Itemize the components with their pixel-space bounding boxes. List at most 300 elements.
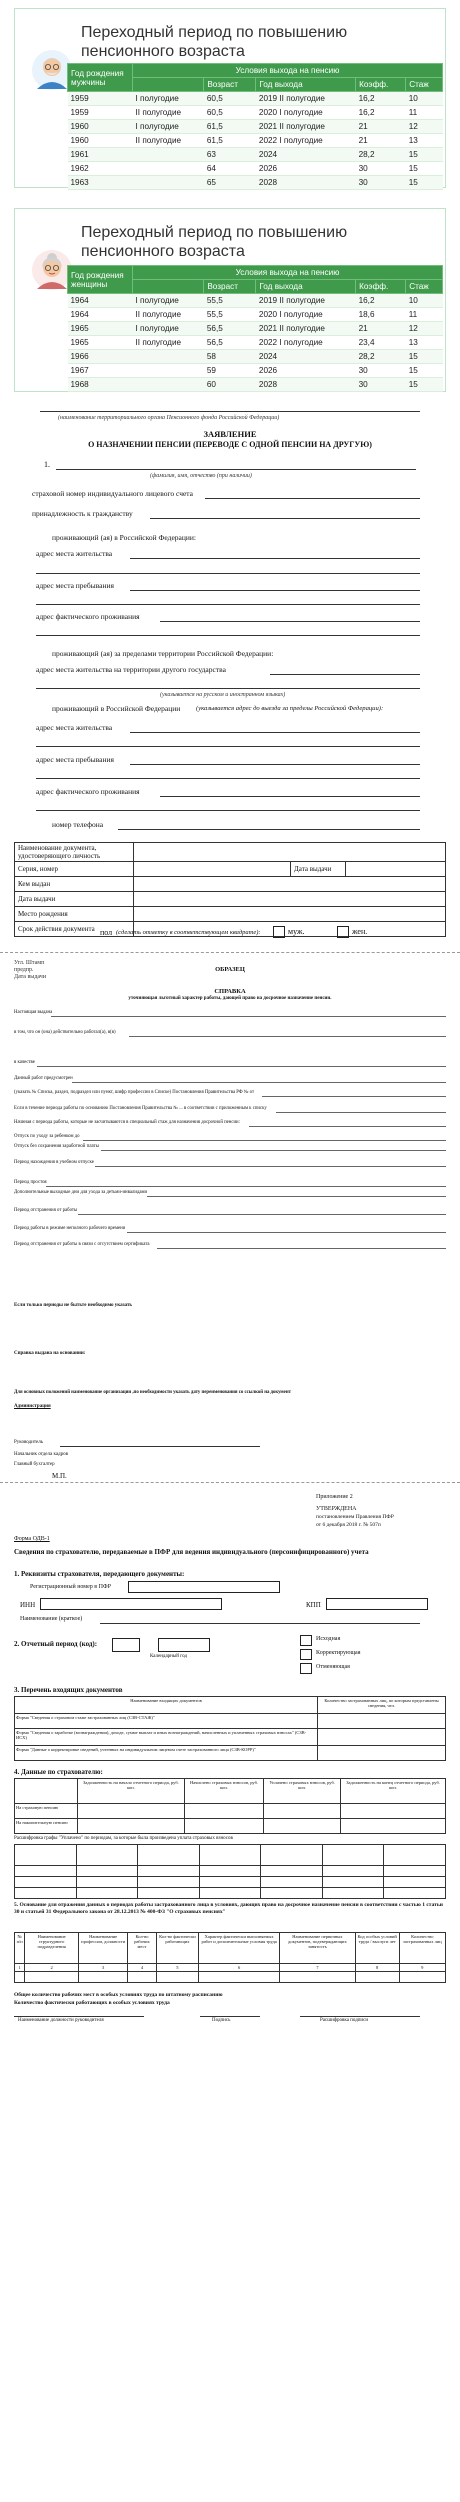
cell-year: 1959 [68,92,133,106]
certificate-fill-line[interactable] [37,1066,446,1067]
cell-half: I полугодие [133,92,204,106]
inn-label: ИНН [20,1601,36,1609]
addr-res-label: адрес места жительства [36,549,113,558]
section-2: 2. Отчетный период (код): [14,1640,98,1648]
s4-col-1: Задолженность на начало отчетного периода, руб. коп. [78,1779,185,1804]
cell-half: II полугодие [133,336,204,350]
cell-coef: 30 [356,364,406,378]
doc-szv-ish: Форма "Сведения о заработке (вознаграждении), доходе, сумме выплат и иных вознаграждений, начисленных и уплаченных страховых взносах" (СЗВ-ИСХ) [15,1729,318,1746]
cell-coef: 30 [356,176,406,190]
certificate-line: Период нахождения в учебном отпуске [14,1160,94,1165]
addr-fact2-line[interactable] [160,796,420,797]
table-row [68,106,443,120]
men-table [67,63,443,190]
addr-foreign-line-2[interactable] [36,688,420,689]
fio-hint: (фамилия, имя, отчество (при наличии) [150,473,252,479]
sources-label: Справка выдана на основании: [14,1351,86,1356]
form-code: Форма ОДВ-1 [14,1536,50,1542]
total-working: Количество фактически работающих в особых условиях труда [14,2000,170,2006]
transition-card-women [14,208,446,392]
cell-age: 58 [204,350,256,364]
cell-year: 1961 [68,148,133,162]
certificate-line: Дополнительные выходные дни для ухода за детьми-инвалидами [14,1190,148,1195]
certificate-fill-line[interactable] [46,1186,446,1187]
s5-header: Кол-во рабочих мест [128,1933,156,1964]
men-table-body [68,92,443,190]
s5-cell[interactable] [128,1972,156,1983]
cell-stage: 11 [406,308,443,322]
year-field[interactable] [158,1638,210,1652]
cell-stage: 13 [406,336,443,350]
cell-year: 1960 [68,134,133,148]
addr-res2-line[interactable] [130,732,420,733]
cell-coef: 23,4 [356,336,406,350]
certificate-line: Период работы в режиме неполного рабочего времени [14,1226,126,1231]
addr-stay2-line-2[interactable] [36,778,420,779]
snils-line[interactable] [205,498,420,499]
cell-coef: 28,2 [356,148,406,162]
addr-foreign-line[interactable] [270,674,420,675]
certificate-fill-line[interactable] [72,1082,447,1083]
cell-stage: 12 [406,322,443,336]
preferential-work-certificate [0,958,460,1478]
s4-row-2: На накопительную пенсию [15,1819,78,1834]
certificate-line: Период отстранения от работы [14,1208,78,1213]
separator [0,952,460,953]
certificate-fill-line[interactable] [95,1166,447,1167]
total-places: Общее количество рабочих мест в особых условиях труда по штатному расписанию [14,1992,223,1998]
women-table [67,265,443,392]
type-corrective-label: Корректирующая [316,1650,361,1656]
type-original-checkbox[interactable] [300,1635,312,1646]
sign-hint: Для основных положений наименование организации ,по необходимости указать дату переименования со ссылкой на документ [14,1390,291,1395]
s4-col-3: Уплачено страховых взносов, руб. коп. [264,1779,341,1804]
cell-stage: 15 [406,378,443,392]
s5-col-number: 4 [128,1964,156,1972]
s5-cell[interactable] [399,1972,445,1983]
cell-coef: 16,2 [356,92,406,106]
certificate-line: Начиная с периода работы, которые не засчитываются в специальный стаж для назначения досрочной пенсии: [14,1120,240,1125]
cell-stage: 15 [406,350,443,364]
citizenship-line[interactable] [150,518,420,519]
addr-res-line-2[interactable] [36,573,420,574]
certificate-line: Отпуск по уходу за ребенком до [14,1134,80,1139]
cell-half: I полугодие [133,294,204,308]
cell-stage: 10 [406,294,443,308]
addr-res2-label: адрес места жительства [36,723,113,732]
citizenship-label: принадлежность к гражданству [32,509,133,518]
cell-stage: 15 [406,176,443,190]
s5-header: Наименование профессии, должности [79,1933,128,1964]
s4-row-1: На страховую пенсию [15,1804,78,1819]
conclusion-note: Если только периоды не бытьте необходимо указать [14,1303,133,1308]
id-date-value[interactable] [134,892,446,907]
addr-res2-line-2[interactable] [36,746,420,747]
id-doc-name: Наименование документа, удостоверяющего личность [15,843,134,862]
th-cond: Условия выхода на пенсию [133,64,443,78]
s5-col-number: 6 [199,1964,280,1972]
special-conditions-table [14,1932,446,1983]
th-stage: Стаж [406,280,443,294]
certificate-line: (указать № Списка, раздел, подраздел или пункт, шифр профессии в Списке) Постановления Правительства РФ № от [14,1090,255,1095]
s5-cell[interactable] [280,1972,356,1983]
addr-fact2-label: адрес фактического проживания [36,787,140,796]
cell-half [133,378,204,392]
id-issued-by: Кем выдан [15,877,134,892]
s4-cell[interactable] [341,1804,446,1819]
cell-age: 56,5 [204,322,256,336]
id-validity: Срок действия документа [15,922,134,937]
cell-coef: 18,6 [356,308,406,322]
period-code-field[interactable] [112,1638,140,1652]
certificate-fill-line[interactable] [83,1140,446,1141]
sex-label: пол [100,928,113,937]
cell-age: 60,5 [204,106,256,120]
seal-mark: М.П. [52,1472,67,1480]
cell-stage: 10 [406,92,443,106]
s5-col-number: 3 [79,1964,128,1972]
cell-age: 64 [204,162,256,176]
certificate-line: Если в течение периода работы по основанию Постановления Правительства № ... в соответствии с приложенным к списку [14,1106,267,1111]
s5-header: № п/п [15,1933,25,1964]
cell-coef: 30 [356,378,406,392]
fio-line[interactable] [56,469,416,470]
cell-year: 1959 [68,106,133,120]
male-checkbox[interactable] [273,926,285,938]
certificate-line: Отпуск без сохранения заработной платы [14,1144,99,1149]
phone-line[interactable] [118,829,420,830]
separator [0,1482,460,1483]
certificate-line: Период отстранения от работы в связи с отсутствием сертификата [14,1242,150,1247]
s4-cell[interactable] [264,1804,341,1819]
th-age: Возраст [204,78,256,92]
th-exit: Год выхода [256,280,356,294]
decree-label: постановлением Правления ПФР [316,1514,394,1520]
s4-col-2: Начислено страховых взносов, руб. коп. [184,1779,263,1804]
sex-hint: (сделать отметку в соответствующем квадрате): [116,929,261,936]
addr-stay-line[interactable] [130,590,420,591]
cell-coef: 16,2 [356,294,406,308]
annex-label: Приложение 2 [316,1494,353,1500]
s4-col-4: Задолженность на конец отчетного периода, руб. коп. [341,1779,446,1804]
certificate-fill-line[interactable] [51,1016,446,1017]
table-row [68,134,443,148]
qty-2[interactable] [318,1729,446,1746]
id-doc-name-value[interactable] [134,843,446,862]
table-row [68,336,443,350]
s5-col-number: 1 [15,1964,25,1972]
sign-line[interactable] [200,2016,260,2017]
cell-year: 1965 [68,336,133,350]
cell-coef: 30 [356,162,406,176]
certificate-fill-line[interactable] [127,1232,446,1233]
s5-col-number: 7 [280,1964,356,1972]
cell-age: 63 [204,148,256,162]
certificate-fill-line[interactable] [249,1126,446,1127]
cell-year: 1967 [68,364,133,378]
table-row [68,294,443,308]
addr-stay2-line[interactable] [130,764,420,765]
s4-cell[interactable] [184,1804,263,1819]
s5-cell[interactable] [199,1972,280,1983]
female-label: жен. [352,927,368,936]
inn-field[interactable] [40,1598,222,1610]
live-abroad-label: проживающий (ая) за пределами территории Российской Федерации: [52,649,274,658]
reg-number-field[interactable] [128,1581,280,1593]
type-original-label: Исходная [316,1636,341,1642]
lang-hint: (указывается на русском и иностранном языках) [160,692,286,698]
cell-exit: 2020 I полугодие [256,106,356,120]
certificate-fill-line[interactable] [78,1214,446,1215]
cell-coef: 21 [356,322,406,336]
cell-exit: 2028 [256,176,356,190]
id-series: Серия, номер [15,862,134,877]
cell-coef: 28,2 [356,350,406,364]
cell-exit: 2020 I полугодие [256,308,356,322]
s4-cell[interactable] [341,1819,446,1834]
live-ru2-label: проживающий в Российской Федерации [52,704,181,713]
s5-cell[interactable] [79,1972,128,1983]
female-checkbox[interactable] [337,926,349,938]
sign-position-line[interactable] [14,2016,144,2017]
sign-label: Подпись [212,2018,231,2023]
kpp-label: КПП [306,1601,321,1609]
cell-stage: 12 [406,120,443,134]
addr-fact-line-2[interactable] [36,635,420,636]
odv1-form [0,1486,460,2496]
th-year: Год рождения мужчины [68,64,133,92]
cell-year: 1963 [68,176,133,190]
s5-header: Наименование первичных документов, подтверждающих занятость [280,1933,356,1964]
cell-age: 60 [204,378,256,392]
section-1: 1. Реквизиты страхователя, передающего документы: [14,1570,185,1578]
sample-mark: ОБРАЗЕЦ [215,966,245,973]
odv-title: Сведения по страхователю, передаваемые в ПФР для ведения индивидуального (персонифицированного) учета [14,1548,369,1556]
cell-exit: 2028 [256,378,356,392]
cell-year: 1964 [68,308,133,322]
admin-label: Администрация [14,1404,51,1409]
qty-3[interactable] [318,1746,446,1761]
year-label: Календарный год [150,1654,187,1659]
live-ru-label: проживающий (ая) в Российской Федерации: [52,533,196,542]
s4-cell[interactable] [78,1804,185,1819]
cell-year: 1966 [68,350,133,364]
qty-col: Количество застрахованных лиц, по которым представлены сведения, чел. [318,1697,446,1714]
kpp-field[interactable] [326,1598,428,1610]
cell-exit: 2021 II полугодие [256,322,356,336]
th-exit: Год выхода [256,78,356,92]
item-number: 1. [44,460,50,469]
addr-res-line[interactable] [130,558,420,559]
id-birthplace: Место рождения [15,907,134,922]
addr-fact2-line-2[interactable] [36,810,420,811]
org-line [40,411,420,412]
cell-year: 1968 [68,378,133,392]
s5-col-number: 2 [25,1964,79,1972]
live-ru2-hint: (указывается адрес до выезда за пределы Российской Федерации): [196,705,384,712]
cell-exit: 2024 [256,148,356,162]
cell-exit: 2019 II полугодие [256,294,356,308]
cell-half: II полугодие [133,308,204,322]
th-age: Возраст [204,280,256,294]
s5-header: Количество застрахованных лиц [399,1933,445,1964]
table-row [68,308,443,322]
s5-header: Наименование структурного подразделения [25,1933,79,1964]
certificate-title: СПРАВКА [214,988,246,995]
s4-corner [15,1779,78,1804]
input-docs-table [14,1696,446,1761]
s5-header: Характер фактически выполняемых работ и дополнительные условия труда [199,1933,280,1964]
doc-col: Наименование входящих документов [15,1697,318,1714]
th-half [133,78,204,92]
qty-1[interactable] [318,1714,446,1729]
s5-col-number: 9 [399,1964,445,1972]
card-title: Переходный период по повышению пенсионного возраста [81,24,348,60]
s5-header: Кол-во фактически работающих [156,1933,198,1964]
director-label: Руководитель [14,1440,44,1445]
cell-half [133,364,204,378]
certificate-fill-line[interactable] [276,1112,446,1113]
id-birthplace-value[interactable] [134,907,446,922]
cell-exit: 2026 [256,364,356,378]
table-row [68,148,443,162]
s4-cell[interactable] [184,1819,263,1834]
cell-half [133,162,204,176]
th-half [133,280,204,294]
payment-breakdown-table [14,1844,446,1899]
id-issued-by-value[interactable] [134,877,446,892]
cell-exit: 2022 I полугодие [256,134,356,148]
s5-col-number: 5 [156,1964,198,1972]
certificate-line: Данный работ предусмотрен [14,1076,73,1081]
addr-fact-label: адрес фактического проживания [36,612,140,621]
type-corrective-checkbox[interactable] [300,1649,312,1660]
sign-name-line[interactable] [300,2016,420,2017]
table-row [68,350,443,364]
type-cancel-label: Отменяющая [316,1664,350,1670]
cell-exit: 2019 II полугодие [256,92,356,106]
cell-half [133,148,204,162]
id-series-value[interactable] [134,862,291,877]
cell-stage: 15 [406,162,443,176]
cell-stage: 13 [406,134,443,148]
table-row [68,176,443,190]
name-line[interactable] [100,1623,420,1624]
cell-stage: 15 [406,148,443,162]
type-cancel-checkbox[interactable] [300,1663,312,1674]
addr-stay-line-2[interactable] [36,604,420,605]
sign-name-label: Расшифровка подписи [320,2018,368,2023]
s5-cell[interactable] [15,1972,25,1983]
approved-label: УТВЕРЖДЕНА [316,1506,357,1512]
cell-half: II полугодие [133,106,204,120]
certificate-fill-line[interactable] [101,1150,446,1151]
snils-label: страховой номер индивидуального лицевого счета [32,489,193,498]
cell-age: 60,5 [204,92,256,106]
cell-age: 59 [204,364,256,378]
th-coef: Коэфф. [356,280,406,294]
cell-coef: 21 [356,134,406,148]
section-3: 3. Перечень входящих документов [14,1686,123,1694]
cell-half: I полугодие [133,120,204,134]
cell-age: 65 [204,176,256,190]
cell-coef: 21 [356,120,406,134]
cell-half [133,350,204,364]
cell-age: 56,5 [204,336,256,350]
table-row [68,364,443,378]
certificate-line: Период простоя [14,1180,47,1185]
th-year: Год рождения женщины [68,266,133,294]
addr-foreign-label: адрес места жительства на территории другого государства [36,665,226,674]
reg-label: Регистрационный номер в ПФР [30,1584,111,1590]
s4-cell[interactable] [264,1819,341,1834]
certificate-fill-line[interactable] [129,1036,446,1037]
cell-stage: 11 [406,106,443,120]
s5-cell[interactable] [355,1972,399,1983]
th-coef: Коэфф. [356,78,406,92]
id-issue-date-label: Дата выдачи [291,862,346,877]
transition-card-men [14,8,446,188]
s4-note: Расшифровка графы "Уплачено" по периодам, за которые была произведена уплата страховых взносов [14,1836,233,1841]
male-label: муж. [288,927,305,936]
personnel-label: Начальник отдела кадров [14,1452,68,1457]
section-5: 5. Основание для отражения данных о периодах работы застрахованного лица в условиях, дающих право на досрочное назначение пенсии в соответствии с частью 1 статьи 30 и статьей 31 Федерального закона от 28.12.2013 № 400-ФЗ "О страховых пенсиях" [14,1902,443,1915]
doc-szv-stazh: Форма "Сведения о страховом стаже застрахованных лиц (СЗВ-СТАЖ)" [15,1714,318,1729]
corner-stamp: Угл. Штамп предпр. Дата выдачи [14,960,47,980]
cell-exit: 2024 [256,350,356,364]
cell-age: 61,5 [204,120,256,134]
s5-cell[interactable] [25,1972,79,1983]
addr-stay-label: адрес места пребывания [36,581,114,590]
certificate-fill-line[interactable] [262,1096,446,1097]
certificate-line: в качестве [14,1060,35,1065]
certificate-subtitle: уточняющая льготный характер работы, дающей право на досрочное назначение пенсии. [128,996,332,1001]
id-document-table [14,842,446,937]
cell-coef: 16,2 [356,106,406,120]
insurer-data-table [14,1778,446,1834]
card-title: Переходный период по повышению пенсионного возраста [81,224,348,260]
cell-half [133,176,204,190]
section-4: 4. Данные по страхователю: [14,1768,103,1776]
id-date: Дата выдачи [15,892,134,907]
addr-fact-line[interactable] [160,621,420,622]
cell-age: 61,5 [204,134,256,148]
table-row [68,378,443,392]
table-row [68,322,443,336]
s5-col-number: 8 [355,1964,399,1972]
doc-szv-korr: Форма "Данные о корректировке сведений, учтенных на индивидуальном лицевом счете застрахованного лица (СЗВ-КОРР)" [15,1746,318,1761]
cell-exit: 2021 II полугодие [256,120,356,134]
certificate-line: Настоящая выдана [14,1010,53,1015]
cell-year: 1960 [68,120,133,134]
application-subtitle: О НАЗНАЧЕНИИ ПЕНСИИ (ПЕРЕВОДЕ С ОДНОЙ ПЕНСИИ НА ДРУГУЮ) [88,440,372,449]
addr-stay2-label: адрес места пребывания [36,755,114,764]
application-title: ЗАЯВЛЕНИЕ [203,429,257,439]
table-row [68,92,443,106]
sign-position-label: Наименование должности руководителя [18,2018,104,2023]
org-hint: (наименование территориального органа Пенсионного фонда Российской Федерации) [58,415,280,421]
director-sign-line[interactable] [60,1446,260,1447]
s4-cell[interactable] [78,1819,185,1834]
certificate-fill-line[interactable] [157,1248,446,1249]
phone-label: номер телефона [52,820,104,829]
certificate-fill-line[interactable] [147,1196,446,1197]
s5-cell[interactable] [156,1972,198,1983]
cell-age: 55,5 [204,308,256,322]
cell-exit: 2026 [256,162,356,176]
accountant-label: Главный бухгалтер [14,1462,55,1467]
id-issue-date-value[interactable] [346,862,446,877]
